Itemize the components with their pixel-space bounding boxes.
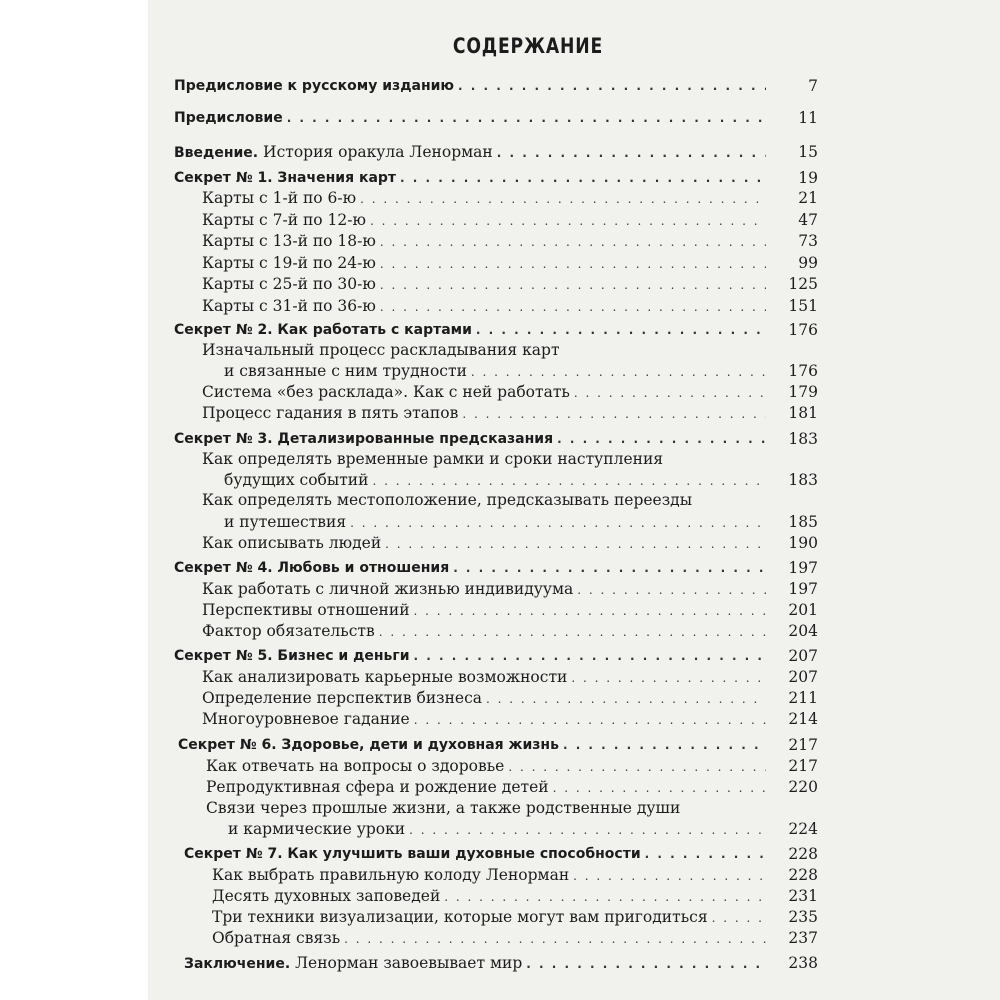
- label-text: Как отвечать на вопросы о здоровье: [206, 757, 505, 775]
- leader-dots: [414, 710, 766, 730]
- page-number: 7: [808, 77, 818, 95]
- entry-label-line: Связи через прошлые жизни, а также родственные души: [206, 799, 681, 817]
- toc-item: [212, 865, 770, 885]
- label-text: Обратная связь: [212, 929, 341, 947]
- page-number: 176: [788, 321, 818, 339]
- toc-item: [202, 188, 770, 208]
- toc-item: [224, 512, 770, 532]
- toc-item: [212, 907, 770, 927]
- leader-dots: [471, 362, 766, 382]
- toc-item: [202, 667, 770, 687]
- page-number: 207: [788, 647, 818, 665]
- label-text: Карты с 1-й по 6-ю: [202, 189, 357, 207]
- entry-label: [202, 688, 482, 708]
- leader-dots: [577, 580, 766, 600]
- label-text: Карты с 31-й по 36-ю: [202, 297, 376, 315]
- page-number: 214: [788, 710, 818, 728]
- page-number: 231: [788, 887, 818, 905]
- label-text: и связанные с ним трудности: [224, 362, 467, 380]
- leader-dots: [414, 601, 766, 621]
- label-text: Секрет № 5. Бизнес и деньги: [174, 648, 410, 664]
- leader-dots: [645, 844, 766, 864]
- leader-dots: [379, 622, 766, 642]
- page-title: СОДЕРЖАНИЕ: [452, 34, 604, 58]
- toc-item: [202, 296, 770, 316]
- label-text: Как описывать людей: [202, 534, 382, 552]
- leader-dots: [385, 534, 766, 554]
- leader-dots: [414, 646, 766, 666]
- entry-label: [212, 886, 440, 906]
- page-number: 235: [788, 908, 818, 926]
- leader-dots: [712, 908, 766, 928]
- leader-dots: [574, 383, 766, 403]
- entry-label: [202, 600, 410, 620]
- page-number: 201: [788, 601, 818, 619]
- entry-label: [174, 142, 493, 163]
- toc-item: [202, 688, 770, 708]
- table-of-contents: [148, 0, 1000, 1000]
- label-text: Ленорман завоевывает мир: [290, 954, 523, 972]
- page-number: 237: [788, 929, 818, 947]
- label-text: Секрет № 6. Здоровье, дети и духовная жизнь: [178, 737, 559, 753]
- page-number: 207: [788, 668, 818, 686]
- entry-label: [174, 429, 553, 449]
- label-text: Репродуктивная сфера и рождение детей: [206, 778, 549, 796]
- label-text: и путешествия: [224, 513, 347, 531]
- label-text: Десять духовных заповедей: [212, 887, 441, 905]
- label-text: Карты с 7-й по 12-ю: [202, 211, 367, 229]
- entry-label: [202, 231, 376, 251]
- leader-dots: [453, 558, 766, 578]
- page-number: 179: [788, 383, 818, 401]
- toc-section-2: [174, 320, 770, 340]
- toc-item: [202, 533, 770, 553]
- toc-item: [224, 470, 770, 490]
- leader-dots: [350, 513, 766, 533]
- label-text: Секрет № 1. Значения карт: [174, 170, 397, 186]
- book-page: [148, 0, 1000, 1000]
- page-number: 183: [788, 471, 818, 489]
- entry-label: [174, 320, 472, 340]
- toc-section-5: [174, 646, 770, 666]
- toc-item: [228, 819, 770, 839]
- entry-label: [202, 296, 376, 316]
- toc-item: [202, 274, 770, 294]
- entry-label-line: Изначальный процесс раскладывания карт: [202, 341, 560, 359]
- label-text: Карты с 19-й по 24-ю: [202, 254, 376, 272]
- label-text: Секрет № 2. Как работать с картами: [174, 322, 472, 338]
- label-text: Как работать с личной жизнью индивидуума: [202, 580, 574, 598]
- page-number: 190: [788, 534, 818, 552]
- page-number: 181: [788, 404, 818, 422]
- leader-dots: [400, 168, 766, 188]
- leader-dots: [497, 143, 766, 163]
- toc-section-6: [178, 735, 770, 755]
- toc-item: [202, 403, 770, 423]
- entry-label: [224, 512, 346, 532]
- page-number: 176: [788, 362, 818, 380]
- label-text: Предисловие: [174, 110, 283, 126]
- entry-label: [202, 382, 570, 402]
- page-number: 21: [798, 189, 818, 207]
- entry-label: [202, 621, 375, 641]
- label-text: и кармические уроки: [228, 820, 406, 838]
- toc-item: [202, 231, 770, 251]
- entry-label: [224, 361, 467, 381]
- toc-item: [202, 210, 770, 230]
- entry-label: [174, 646, 410, 666]
- entry-label: [174, 108, 283, 128]
- label-text: Многоуровневое гадание: [202, 710, 410, 728]
- leader-dots: [380, 275, 766, 295]
- label-text: Фактор обязательств: [202, 622, 375, 640]
- leader-dots: [553, 778, 766, 798]
- entry-label: [202, 709, 410, 729]
- entry-label: [212, 865, 569, 885]
- label-text: будущих событий: [224, 471, 369, 489]
- page-number: 204: [788, 622, 818, 640]
- toc-item: [202, 600, 770, 620]
- entry-label: [184, 844, 641, 864]
- label-text: Секрет № 3. Детализированные предсказания: [174, 431, 554, 447]
- entry-label: [202, 188, 356, 208]
- label-text: Предисловие к русскому изданию: [174, 78, 455, 94]
- entry-label: [212, 928, 340, 948]
- toc-front-preface: [174, 108, 770, 128]
- toc-introduction: [174, 142, 770, 162]
- label-text: Карты с 13-й по 18-ю: [202, 232, 376, 250]
- toc-conclusion: [184, 953, 770, 973]
- page-number: 47: [798, 211, 818, 229]
- entry-label: [206, 777, 549, 797]
- toc-item: [212, 886, 770, 906]
- label-text: Перспективы отношений: [202, 601, 410, 619]
- page-number: 183: [788, 430, 818, 448]
- leader-dots: [380, 254, 766, 274]
- leader-dots: [557, 429, 766, 449]
- entry-label: [224, 470, 368, 490]
- leader-dots: [370, 211, 766, 231]
- leader-dots: [563, 735, 766, 755]
- toc-item: [202, 709, 770, 729]
- leader-dots: [344, 929, 766, 949]
- entry-label: [202, 579, 573, 599]
- entry-label: [228, 819, 405, 839]
- entry-label: [184, 953, 522, 974]
- entry-label: [178, 735, 559, 755]
- label-text: Определение перспектив бизнеса: [202, 689, 483, 707]
- label-text: История оракула Ленорман: [258, 143, 493, 161]
- leader-dots: [526, 954, 766, 974]
- toc-item: [202, 579, 770, 599]
- page-number: 220: [788, 778, 818, 796]
- page-number: 224: [788, 820, 818, 838]
- page-number: 11: [798, 109, 818, 127]
- page-number: 185: [788, 513, 818, 531]
- label-text: Карты с 25-й по 30-ю: [202, 275, 376, 293]
- toc-item: [202, 621, 770, 641]
- label-text: Секрет № 4. Любовь и отношения: [174, 560, 450, 576]
- label-text: Процесс гадания в пять этапов: [202, 404, 459, 422]
- leader-dots: [409, 820, 766, 840]
- leader-dots: [508, 757, 766, 777]
- toc-item: [206, 756, 770, 776]
- entry-label-line: Как определять местоположение, предсказывать переезды: [202, 491, 693, 509]
- entry-label: [202, 533, 381, 553]
- entry-label: [206, 756, 504, 776]
- page-number: 15: [798, 143, 818, 161]
- toc-item: [202, 382, 770, 402]
- entry-label: [174, 168, 396, 188]
- page-number: 228: [788, 866, 818, 884]
- toc-section-1: [174, 168, 770, 188]
- entry-label: [202, 253, 376, 273]
- entry-label: [174, 558, 449, 578]
- toc-item: [202, 253, 770, 273]
- entry-label: [174, 76, 454, 96]
- toc-section-7: [184, 844, 770, 864]
- leader-dots: [573, 866, 766, 886]
- leader-dots: [458, 76, 766, 96]
- page-number: 99: [798, 254, 818, 272]
- leader-dots: [571, 668, 766, 688]
- entry-label: [212, 907, 708, 927]
- entry-label-line: Как определять временные рамки и сроки наступления: [202, 450, 664, 468]
- page-number: 197: [788, 559, 818, 577]
- page-number: 151: [788, 297, 818, 315]
- label-text: Как выбрать правильную колоду Ленорман: [212, 866, 570, 884]
- leader-dots: [444, 887, 766, 907]
- label-text: Три техники визуализации, которые могут вам пригодиться: [212, 908, 708, 926]
- page-number: 211: [788, 689, 818, 707]
- leader-dots: [462, 404, 766, 424]
- entry-label: [202, 403, 458, 423]
- toc-item: [206, 777, 770, 797]
- entry-label: [202, 274, 376, 294]
- page-number: 73: [798, 232, 818, 250]
- leader-dots: [380, 297, 766, 317]
- label-text: Система «без расклада». Как с ней работать: [202, 383, 570, 401]
- page-number: 197: [788, 580, 818, 598]
- page-number: 125: [788, 275, 818, 293]
- page-number: 217: [788, 757, 818, 775]
- toc-item: [212, 928, 770, 948]
- page-number: 217: [788, 736, 818, 754]
- page-number: 238: [788, 954, 818, 972]
- label-text: Секрет № 7. Как улучшить ваши духовные способности: [184, 846, 641, 862]
- leader-dots: [486, 689, 766, 709]
- toc-front-preface-ru: [174, 76, 770, 96]
- leader-dots: [476, 320, 766, 340]
- toc-section-3: [174, 429, 770, 449]
- leader-dots: [360, 189, 766, 209]
- page-number: 19: [798, 169, 818, 187]
- label-text: Заключение.: [184, 956, 291, 972]
- label-text: Введение.: [174, 145, 259, 161]
- leader-dots: [380, 232, 766, 252]
- page-number: 228: [788, 845, 818, 863]
- leader-dots: [287, 108, 766, 128]
- entry-label: [202, 667, 567, 687]
- leader-dots: [372, 471, 766, 491]
- toc-item: [224, 361, 770, 381]
- label-text: Как анализировать карьерные возможности: [202, 668, 568, 686]
- entry-label: [202, 210, 366, 230]
- toc-section-4: [174, 558, 770, 578]
